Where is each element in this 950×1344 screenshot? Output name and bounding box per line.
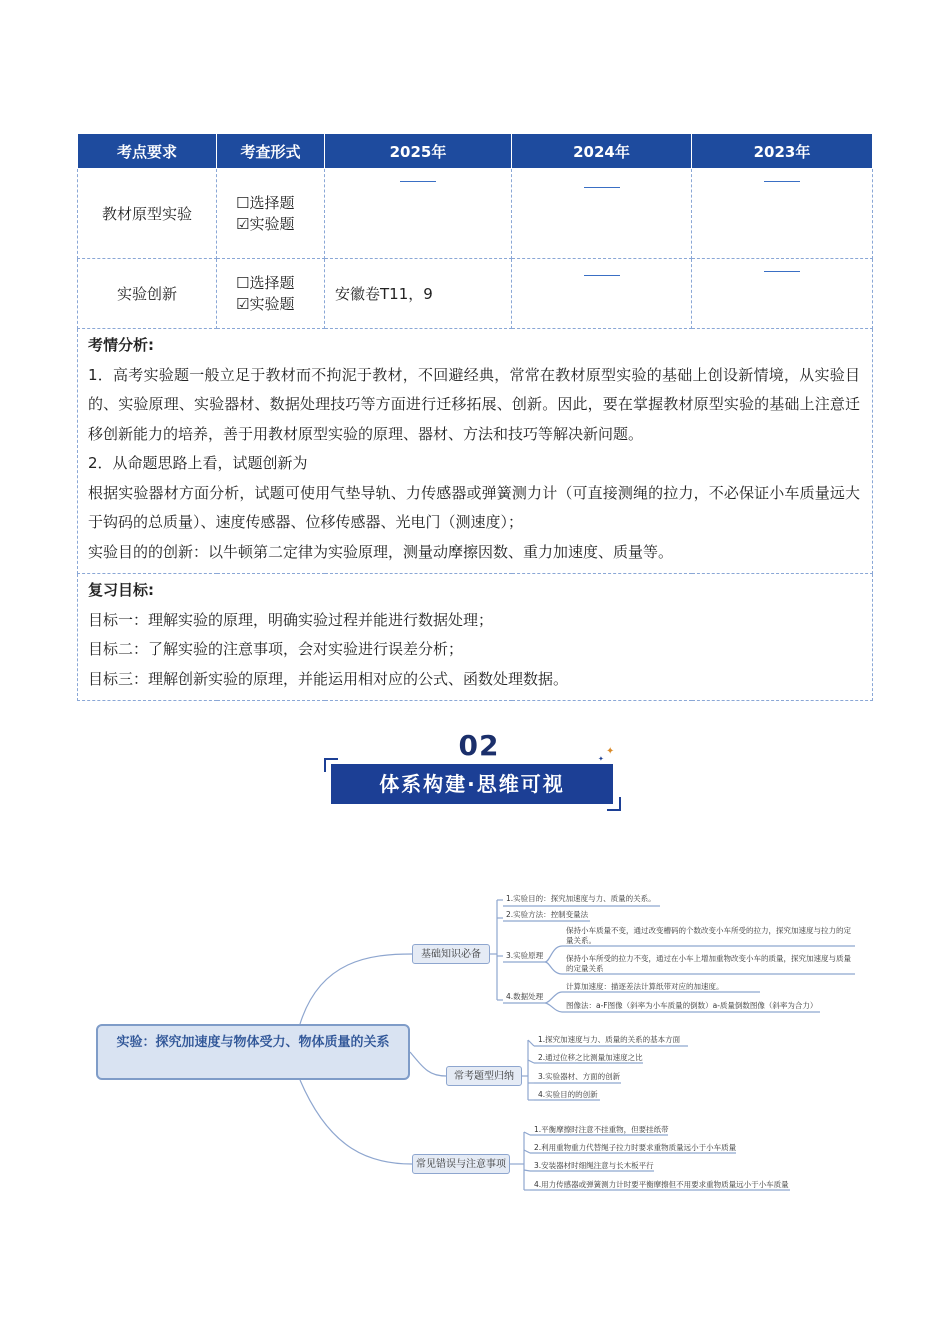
analysis-cell (78, 329, 873, 574)
analysis-paragraph: 2．从命题思路上看，试题创新为 (88, 454, 308, 472)
mindmap-root: 实验：探究加速度与物体受力、物体质量的关系 (96, 1024, 410, 1080)
header-2024: 2024年 (512, 134, 692, 169)
branch-common-types: 常考题型归纳 (446, 1066, 522, 1086)
analysis-paragraph: 根据实验器材方面分析，试题可使用气垫导轨、力传感器或弹簧测力计（可直接测绳的拉力，不必保证小车质量远大于钩码的总质量）、速度传感器、位移传感器、光电门（测速度）； (88, 483, 860, 531)
empty-dash (584, 187, 620, 188)
experiment-checkbox-label: ☑实验题 (236, 214, 295, 233)
section-banner: 体系构建·思维可视 (331, 764, 613, 804)
leaf-error: 4.用力传感器或弹簧测力计时要平衡摩擦但不用要求重物质量远小于小车质量 (534, 1180, 789, 1189)
header-form: 考查形式 (217, 134, 325, 169)
leaf-principle: 3.实验原理 (506, 951, 544, 960)
review-goal: 目标二：了解实验的注意事项，会对实验进行误差分析； (88, 640, 464, 658)
analysis-title: 考情分析: (88, 336, 154, 354)
analysis-paragraph: 实验目的的创新：以牛顿第二定律为实验原理，测量动摩擦因数、重力加速度、质量等。 (88, 542, 674, 561)
year-2025-cell: 安徽卷T11，9 (325, 259, 512, 329)
review-goal: 目标一：理解实验的原理，明确实验过程并能进行数据处理； (88, 610, 494, 629)
table-header-row (78, 134, 873, 169)
leaf-data: 4.数据处理 (506, 992, 544, 1001)
branch-basic-knowledge: 基础知识必备 (412, 944, 490, 964)
form-cell (217, 169, 325, 259)
review-title: 复习目标: (88, 581, 154, 599)
leaf-method: 2.实验方法：控制变量法 (506, 910, 589, 919)
leaf-error: 1.平衡摩擦时注意不挂重物，但要挂纸带 (534, 1125, 669, 1134)
year-2023-cell (692, 169, 873, 259)
leaf-data-b: 图像法：a-F图像（斜率为小车质量的倒数）a-质量倒数图像（斜率为合力） (566, 1001, 818, 1010)
analysis-row (78, 329, 873, 574)
table-row (78, 169, 873, 259)
header-2023: 2023年 (692, 134, 873, 169)
leaf-type: 2.通过位移之比测量加速度之比 (538, 1053, 643, 1062)
experiment-checkbox-label: ☑实验题 (236, 294, 295, 313)
section-number: 02 (458, 729, 500, 762)
leaf-error: 2.利用重物重力代替绳子拉力时要求重物质量远小于小车质量 (534, 1143, 737, 1152)
leaf-type: 1.探究加速度与力、质量的关系的基本方面 (538, 1035, 681, 1044)
header-topic: 考点要求 (78, 134, 217, 169)
leaf-type: 3.实验器材、方面的创新 (538, 1072, 621, 1081)
leaf-error: 3.安装器材时细绳注意与长木板平行 (534, 1161, 654, 1170)
review-row (78, 574, 873, 701)
leaf-principle-b: 保持小车所受的拉力不变，通过在小车上增加重物改变小车的质量，探究加速度与质量的定量关系 (566, 954, 851, 973)
leaf-type: 4.实验目的的创新 (538, 1090, 598, 1099)
topic-cell: 教材原型实验 (78, 169, 217, 259)
leaf-data-a: 计算加速度：描逐差法计算纸带对应的加速度。 (566, 982, 724, 991)
branch-common-errors: 常见错误与注意事项 (412, 1154, 510, 1174)
sparkle-icon: ✦ (606, 746, 615, 757)
empty-dash (584, 275, 620, 276)
leaf-purpose: 1.实验目的：探究加速度与力、质量的关系。 (506, 894, 656, 903)
table-row (78, 259, 873, 329)
empty-dash (400, 181, 436, 182)
year-2023-cell (692, 259, 873, 329)
year-2025-cell (325, 169, 512, 259)
header-2025: 2025年 (325, 134, 512, 169)
choice-checkbox-label: ☐选择题 (236, 193, 295, 212)
year-2024-cell (512, 169, 692, 259)
analysis-paragraph: 1．高考实验题一般立足于教材而不拘泥于教材，不回避经典，常常在教材原型实验的基础上创设新情境，从实验目的、实验原理、实验器材、数据处理技巧等方面进行迁移拓展、创新。因此，要在掌握教材原型实验的基础上注意迁移创新能力的培养，善于用教材原型实验的原理、器材、方法和技巧等解决新问题。 (88, 365, 860, 443)
form-cell (217, 259, 325, 329)
year-2024-cell (512, 259, 692, 329)
exam-table (77, 133, 873, 701)
sparkle-icon: ✦ (598, 755, 604, 763)
review-goal: 目标三：理解创新实验的原理，并能运用相对应的公式、函数处理数据。 (88, 669, 569, 688)
choice-checkbox-label: ☐选择题 (236, 273, 295, 292)
leaf-principle-a: 保持小车质量不变，通过改变槽码的个数改变小车所受的拉力，探究加速度与拉力的定量关系。 (566, 926, 851, 945)
review-cell (78, 574, 873, 701)
empty-dash (764, 181, 800, 182)
empty-dash (764, 271, 800, 272)
topic-cell: 实验创新 (78, 259, 217, 329)
